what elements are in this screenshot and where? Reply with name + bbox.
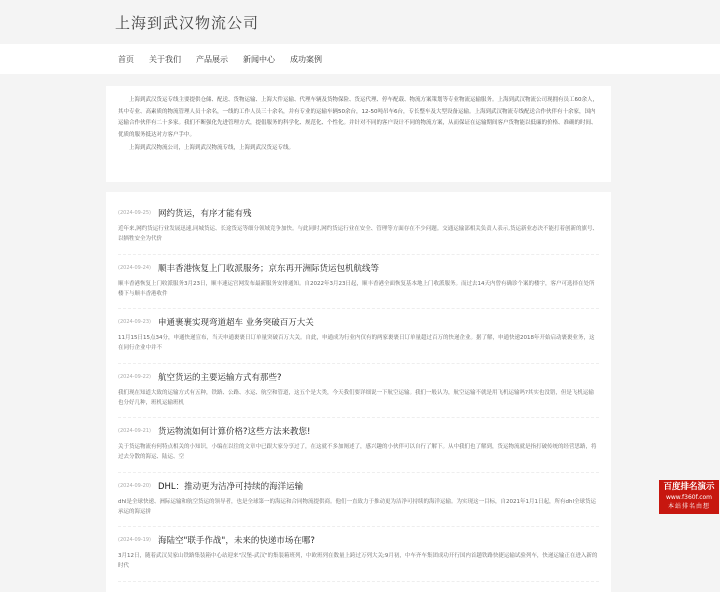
news-summary: dhl是全球快递、洲际运输和航空货运的领导者，也是全球第一的海运和合同物流提供商。他们一直致力于推动更为洁净可持续的海洋运输。为实现这一目标，自2021年1月1日起，所有dhl全球货运承运的海运拼 [118, 498, 597, 515]
news-item [118, 364, 599, 419]
news-date: (2024-09-19) [118, 537, 151, 543]
news-summary: 近年来,网约货运行业发展迅速,同城货运、长途货运等细分领域竞争加快。与此同时,网约货运行业在安全、管理等方面存在不少问题。交通运输部相关负责人表示,货运新业态决不能打着创新的旗号、以牺牲安全为代价 [118, 226, 598, 242]
news-title-link[interactable]: 海陆空"联手作战"，未来的快递市场在哪? [158, 536, 315, 546]
news-date: (2024-09-25) [118, 210, 151, 216]
news-date: (2024-09-23) [118, 319, 151, 325]
news-title-link[interactable]: DHL：推动更为洁净可持续的海洋运输 [158, 481, 304, 492]
news-item [118, 418, 599, 473]
news-title-link[interactable]: 申通裹裹实现弯道超车 业务突破百万大关 [158, 318, 314, 328]
site-title[interactable]: 上海到武汉物流公司 [115, 14, 260, 32]
news-date: (2024-09-21) [118, 428, 151, 434]
news-title-link[interactable]: 顺丰香港恢复上门收派服务；京东再开洲际货运包机航线等 [158, 263, 380, 274]
ranking-badge[interactable] [659, 480, 719, 514]
news-summary: 3月12日，随着武汉吴家山铁路集装箱中心站迎来"汉堡-武汉"的集装箱班列，中欧班列在数量上跨过万列大关;9月初，中车齐车集团成功开行国内首趟铁路快捷运输试验列车，快递运输正在进入新的时代 [118, 553, 598, 569]
nav-products[interactable]: 产品展示 [196, 54, 228, 64]
news-summary: 11月15日15点34分，申通快递宣布，当天申通裹裹日订单量突破百万大关。自此，申通成为行业内仅有的两家裹裹日订单量超过百万的快递企业。据了解，申通快递2018年开始启动裹裹业务，这在同行企业中并不 [118, 335, 595, 351]
news-title-link[interactable]: 货运物流如何计算价格?这些方法来教您! [158, 427, 311, 437]
nav-about[interactable]: 关于我们 [149, 54, 181, 64]
nav-home[interactable]: 首页 [118, 54, 134, 64]
news-summary: 顺丰香港恢复上门收派服务3月23日，顺丰速运官网发布最新服务安排通知。自2022年3月23日起，顺丰香港全面恢复基本地上门收派服务。而过去14天内曾有确诊个案的楼宇，客户可选择在处所楼下与顺丰香港收件 [118, 280, 595, 297]
badge-url: www.f360f.com [665, 494, 713, 501]
intro-paragraph: 上海到武汉货运专线主要提供仓储、配送、货物运输、上海大件运输、代理车辆及货物保险、货运代理、停车配载、物流方案策划等专业物流运输服务。上海到武汉物流公司现拥有员工60余人，其中专业、高素质的物流管理人员十余名，一线的工作人员三十余名，并有专业的运输车辆50余台，12-50吨吊车6台，专长整车及大型设备运输。上海到武汉物流专线配送合作伙伴有十余家，国内运输合作伙伴有二十多家。我们不断强化先进管理方式，提倡服务的科学化、规范化、个性化。并针对不同的客户设计不同的物流方案，从而保证在运输期间客户货物能以低廉的价格、准确的时间、优质的服务抵达对方客户手中。 [118, 97, 599, 138]
nav-news[interactable]: 新闻中心 [243, 54, 275, 64]
news-item [118, 473, 599, 528]
news-summary: 我们现在知道大致的运输方式有五种，铁路、公路、水运、航空和管道，这五个是大类，今天我们要详细说一下航空运输。我们一般认为，航空运输不就是用飞机运输吗?其实也没错，但是飞机运输也分好几种，班机运输班机 [118, 389, 594, 406]
badge-title: 百度排名演示 [663, 482, 715, 492]
news-date: (2024-09-22) [118, 373, 151, 380]
news-list [106, 192, 611, 592]
news-date: (2024-09-24) [118, 264, 151, 271]
news-item [118, 309, 599, 364]
news-date: (2024-09-20) [118, 482, 151, 489]
badge-caption: 本站排名由想 [667, 503, 710, 510]
news-item [118, 200, 599, 255]
company-intro [106, 86, 611, 182]
news-summary: 关于货运物流有何特点相关的小知识，小编在以往的文章中已跟大家分享过了，在这就不多加阐述了，感兴趣的小伙伴可以自行了解下。从中我们也了解到，货运物流就是指打破传统的经营思路，将过去分散的海运、陆运、空 [118, 444, 597, 460]
nav-cases[interactable]: 成功案例 [290, 54, 322, 64]
news-item [118, 527, 599, 582]
news-title-link[interactable]: 网约货运，有序才能有残 [158, 209, 252, 219]
main-nav [0, 44, 720, 74]
intro-keywords: 上海到武汉物流公司，上海到武汉物流专线，上海到武汉货运专线。 [129, 145, 295, 151]
site-header [0, 0, 720, 44]
news-item [118, 255, 599, 310]
news-title-link[interactable]: 航空货运的主要运输方式有那些? [158, 372, 282, 383]
